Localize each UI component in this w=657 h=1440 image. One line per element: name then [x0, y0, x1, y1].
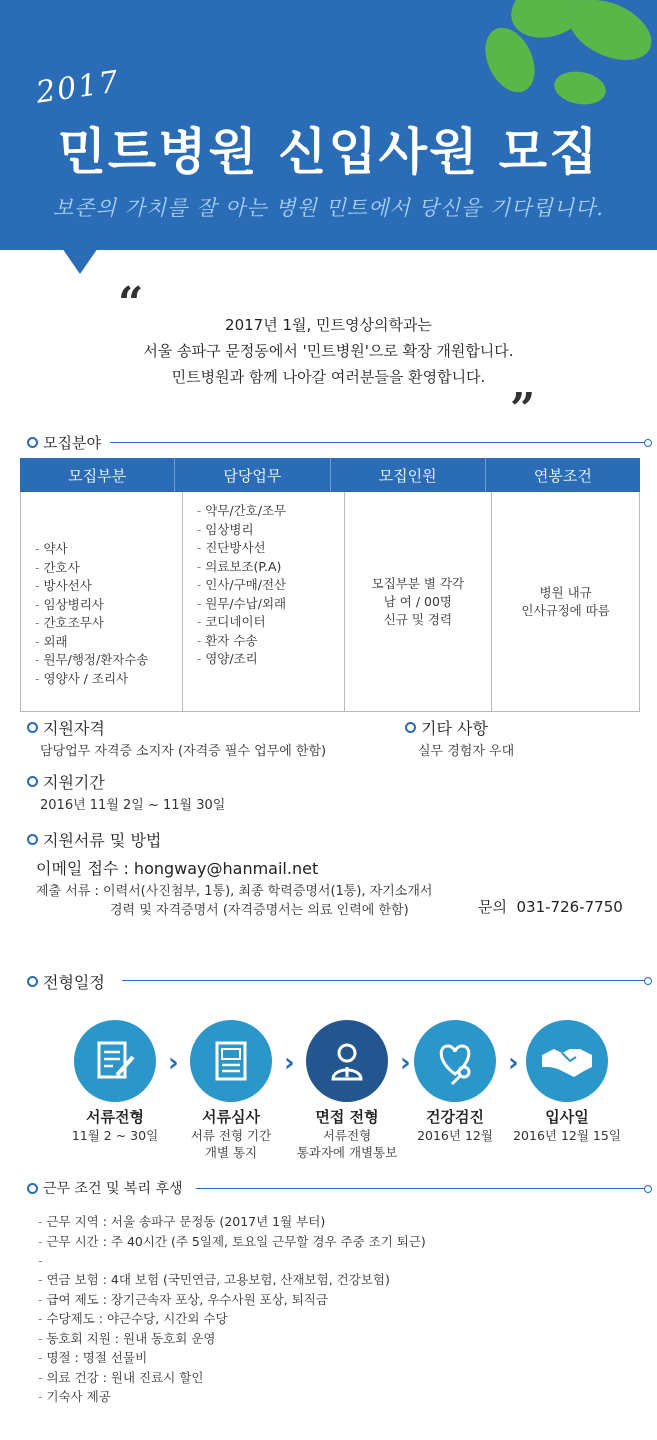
bullet-circle-icon [27, 1183, 38, 1194]
etc-text: 실무 경험자 우대 [418, 744, 515, 759]
step-health-check [414, 1020, 496, 1102]
list-item: - 진단방사선 [197, 539, 344, 558]
list-item: - 근무 시간 : 주 40시간 (주 5일제, 토요일 근무할 경우 주중 조기 퇴근) [38, 1232, 426, 1252]
document-pen-icon [91, 1037, 139, 1085]
table-header [20, 458, 640, 492]
salary-line: 인사규정에 따름 [521, 602, 610, 618]
documents-line-2: 경력 및 자격증명서 (자격증명서는 의료 인력에 한함) [110, 903, 409, 918]
bullet-circle-icon [27, 834, 38, 845]
chevron-right-icon: › [168, 1048, 179, 1078]
chevron-right-icon: › [508, 1048, 519, 1078]
clover-leaf-icon [455, 0, 657, 110]
headcount-cell [345, 492, 493, 711]
intro-line: 2017년 1월, 민트영상의학과는 [225, 316, 432, 334]
section-divider [196, 1188, 648, 1189]
step-title: 면접 전형 [315, 1108, 379, 1126]
section-divider [110, 442, 648, 443]
step-label [502, 1106, 632, 1144]
step-title: 서류전형 [86, 1108, 144, 1126]
period-heading [27, 770, 105, 793]
etc-heading [405, 716, 488, 739]
list-item: - 의료보조(P.A) [197, 558, 344, 577]
step-title: 서류심사 [202, 1108, 260, 1126]
method-heading [27, 828, 161, 851]
list-item: - 임상병리사 [35, 596, 182, 615]
page-subtitle: 보존의 가치를 잘 아는 병원 민트에서 당신을 기다립니다. [53, 196, 604, 220]
page-title: 민트병원 신입사원 모집 [57, 123, 600, 181]
document-list-icon [207, 1037, 255, 1085]
schedule-heading [27, 970, 105, 993]
step-title: 입사일 [545, 1108, 589, 1126]
list-item: - 간호조무사 [35, 614, 182, 633]
list-item: - 연금 보험 : 4대 보험 (국민연금, 고용보험, 산재보험, 건강보험) [38, 1270, 426, 1290]
bullet-circle-icon [27, 976, 38, 987]
intro-line: 민트병원과 함께 나아갈 여러분들을 환영합니다. [171, 368, 486, 386]
column-header: 모집부분 [20, 458, 175, 492]
step-detail: 2016년 12월 15일 [513, 1128, 621, 1143]
step-label [166, 1106, 296, 1161]
close-quote-icon: ” [510, 384, 536, 435]
intro-text [0, 312, 657, 390]
chevron-right-icon: › [284, 1048, 295, 1078]
list-item: - 방사선사 [35, 577, 182, 596]
column-header: 모집인원 [331, 458, 486, 492]
recruit-heading-label: 모집분야 [43, 434, 101, 452]
email-apply: 이메일 접수 : hongway@hanmail.net [36, 859, 319, 878]
chevron-right-icon: › [400, 1048, 411, 1078]
qualification-text: 담당업무 자격증 소지자 (자격증 필수 업무에 한함) [40, 744, 327, 759]
bullet-circle-icon [27, 722, 38, 733]
column-header: 담당업무 [175, 458, 330, 492]
step-detail: 개별 통지 [204, 1145, 258, 1160]
step-title: 건강검진 [426, 1108, 484, 1126]
benefits-list [38, 1212, 426, 1407]
spacer [38, 1251, 426, 1270]
step-document-submit [74, 1020, 156, 1102]
stethoscope-icon [430, 1036, 480, 1086]
step-detail: 11월 2 ~ 30일 [71, 1128, 159, 1143]
list-item: - 급여 제도 : 장기근속자 포상, 우수사원 포상, 퇴직금 [38, 1290, 426, 1310]
documents-line-1: 제출 서류 : 이력서(사진첨부, 1통), 최종 학력증명서(1통), 자기소개서 [36, 884, 433, 899]
intro-line: 서울 송파구 문정동에서 '민트병원'으로 확장 개원합니다. [143, 342, 514, 360]
step-interview [306, 1020, 388, 1102]
benefits-heading-label: 근무 조건 및 복리 후생 [43, 1181, 183, 1197]
list-item: - 환자 수송 [197, 632, 344, 651]
step-label [50, 1106, 180, 1144]
headcount-line: 신규 및 경력 [383, 611, 453, 627]
list-item: - 영양/조리 [197, 650, 344, 669]
list-item: - 약사 [35, 540, 182, 559]
step-label [390, 1106, 520, 1144]
list-item: - 원무/행정/환자수송 [35, 651, 182, 670]
table-body [20, 492, 640, 712]
list-item: - 근무 지역 : 서울 송파구 문정동 (2017년 1월 부터) [38, 1212, 426, 1232]
step-document-review [190, 1020, 272, 1102]
bullet-circle-icon [27, 437, 38, 448]
list-item: - 명절 : 명절 선물비 [38, 1348, 426, 1368]
list-item: - 영양사 / 조리사 [35, 670, 182, 689]
schedule-heading-label: 전형일정 [43, 973, 105, 992]
list-item: - 약무/간호/조무 [197, 502, 344, 521]
step-join-date [526, 1020, 608, 1102]
period-text: 2016년 11월 2일 ~ 11월 30일 [40, 798, 226, 813]
list-item: - 기숙사 제공 [38, 1387, 426, 1407]
list-item: - 인사/구매/전산 [197, 576, 344, 595]
column-header: 연봉조건 [533, 466, 592, 485]
list-item: - 간호사 [35, 559, 182, 578]
headcount-line: 모집부분 별 각각 [371, 575, 465, 591]
open-quote-icon: “ [118, 278, 144, 329]
method-heading-label: 지원서류 및 방법 [43, 831, 162, 850]
benefits-heading [27, 1178, 183, 1198]
year-label: 2017 [33, 64, 123, 111]
section-divider [122, 980, 648, 981]
list-item: - 의료 건강 : 원내 진료시 할인 [38, 1368, 426, 1388]
departments-cell [21, 492, 183, 711]
person-icon [323, 1037, 371, 1085]
list-item: - 외래 [35, 633, 182, 652]
list-item: - 임상병리 [197, 521, 344, 540]
handshake-icon [540, 1041, 594, 1081]
list-item: - 원무/수납/외래 [197, 595, 344, 614]
list-item: - 수당제도 : 야근수당, 시간외 수당 [38, 1309, 426, 1329]
recruit-table [20, 458, 640, 712]
list-item: - 동호회 지원 : 원내 동호회 운영 [38, 1329, 426, 1349]
etc-heading-label: 기타 사항 [421, 719, 488, 738]
step-detail: 2016년 12월 [417, 1128, 493, 1143]
salary-line: 병원 내규 [539, 584, 592, 600]
contact-phone: 문의 031-726-7750 [478, 898, 623, 916]
salary-cell [492, 492, 639, 711]
recruit-heading [27, 432, 101, 453]
step-detail: 통과자에 개별통보 [296, 1145, 398, 1160]
step-detail: 서류전형 [322, 1128, 372, 1143]
step-detail: 서류 전형 기간 [190, 1128, 272, 1143]
headcount-line: 남 여 / 00명 [383, 593, 452, 609]
bullet-circle-icon [405, 722, 416, 733]
header-pointer [62, 248, 98, 274]
qualification-heading-label: 지원자격 [43, 719, 105, 738]
duties-cell [183, 492, 345, 711]
header-banner [0, 0, 657, 250]
list-item: - 코디네이터 [197, 613, 344, 632]
bullet-circle-icon [27, 776, 38, 787]
period-heading-label: 지원기간 [43, 773, 105, 792]
qualification-heading [27, 716, 105, 739]
